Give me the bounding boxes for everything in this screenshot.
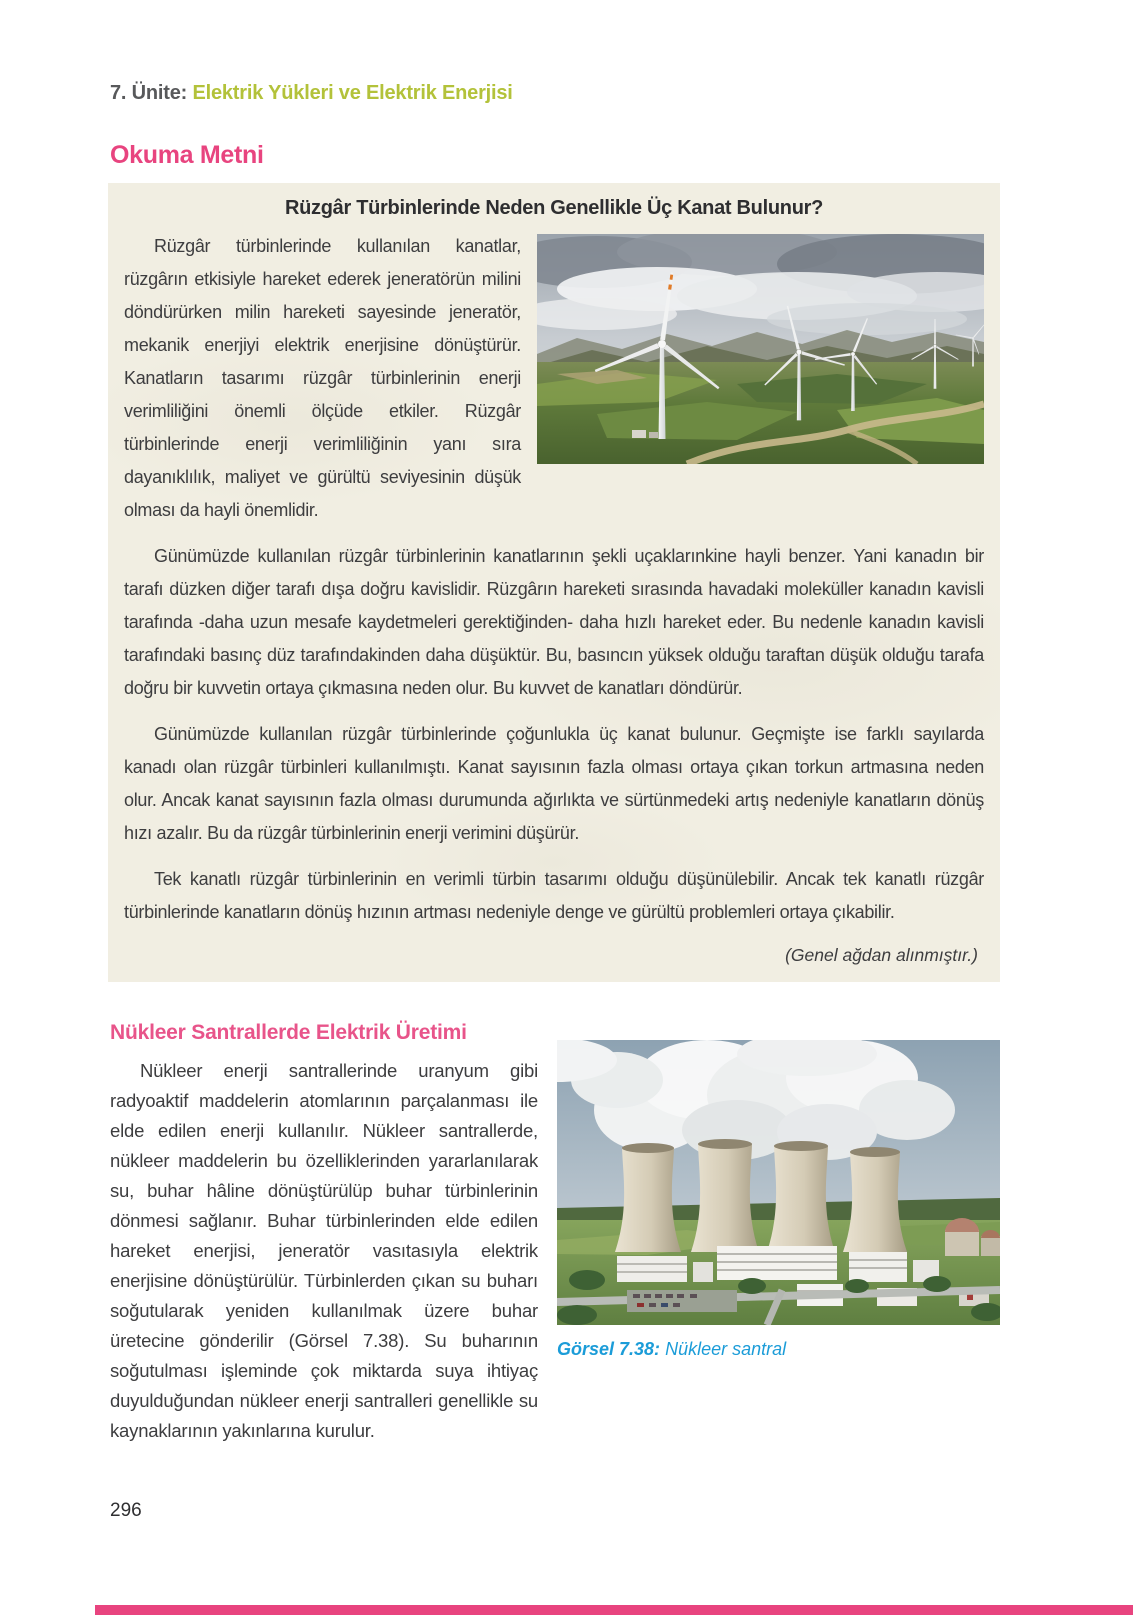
reading-paragraph-4: Tek kanatlı rüzgâr türbinlerinin en verimli türbin tasarımı olduğu düşünülebilir. Ancak tek kanatlı rüzgâr türbinlerinde kanatların dönüş hızının artması nedeniyle denge ve gürültü problemleri ortaya çıkabilir. bbox=[124, 869, 984, 922]
figure-caption bbox=[557, 1339, 1000, 1360]
source-attribution: (Genel ağdan alınmıştır.) bbox=[785, 945, 978, 965]
reading-box-title: Rüzgâr Türbinlerinde Neden Genellikle Üç Kanat Bulunur? bbox=[284, 197, 824, 219]
reading-paragraph-2: Günümüzde kullanılan rüzgâr türbinlerinin kanatlarının şekli uçaklarınkine hayli benzer. Yani kanadın bir tarafı düzken diğer tarafı dışa doğru kavislidir. Rüzgârın hareketi sırasında havadaki moleküller kanadın kavisli tarafında -daha uzun mesafe kaydetmeleri gerektiğinden- daha hızlı hareket eder. Bu nedenle kanadın kavisli tarafındaki basınç düz tarafındakinden daha düşüktür. Bu, basıncın yüksek olduğu taraftan düşük olduğu tarafa doğru bir kuvvetin ortaya çıkmasına neden olur. Bu kuvvet de kanatları döndürür. bbox=[124, 546, 984, 698]
nuclear-plant-illustration bbox=[557, 1040, 1000, 1325]
reading-box bbox=[108, 183, 1000, 982]
reading-section-title: Okuma Metni bbox=[110, 141, 264, 169]
figure-caption-text: Nükleer santral bbox=[660, 1339, 787, 1359]
wind-turbines-photo bbox=[537, 234, 984, 464]
nuclear-paragraph: Nükleer enerji santrallerinde uranyum gibi radyoaktif maddelerin atomlarının parçalanması ile elde edilen enerji kullanılır. Nükleer santrallerde, nükleer maddelerin bu özelliklerinden yararlanılarak su, buhar hâline dönüştürülüp buhar türbinlerinin dönmesi sağlanır. Buhar türbinlerinden elde edilen hareket enerjisi, jeneratör vasıtasıyla elektrik enerjisine dönüştürülür. Türbinlerden çıkan su buharı soğutularak yeniden kullanılmak üzere buhar üretecine gönderilir (Görsel 7.38). Su buharının soğutulması işleminde çok miktarda suya ihtiyaç duyulduğundan nükleer enerji santralleri genellikle su kaynaklarının yakınlarına kurulur. bbox=[110, 1060, 538, 1441]
reading-paragraph-3: Günümüzde kullanılan rüzgâr türbinlerinde çoğunlukla üç kanat bulunur. Geçmişte ise farklı sayılarda kanadı olan rüzgâr türbinleri kullanılmıştı. Kanat sayısının fazla olması ortaya çıkan torkun artmasına neden olur. Ancak kanat sayısının fazla olması durumunda ağırlıkta ve sürtünmedeki artış nedeniyle kanatların dönüş hızı azalır. Bu da rüzgâr türbinlerinin enerji verimini düşürür. bbox=[124, 724, 984, 843]
page-number: 296 bbox=[110, 1500, 142, 1521]
nuclear-section-heading: Nükleer Santrallerde Elektrik Üretimi bbox=[110, 1021, 467, 1044]
unit-number-label: 7. Ünite: bbox=[110, 82, 188, 104]
wind-turbines-illustration bbox=[537, 234, 984, 464]
unit-title: Elektrik Yükleri ve Elektrik Enerjisi bbox=[192, 82, 513, 104]
reading-paragraph-1: Rüzgâr türbinlerinde kullanılan kanatlar, rüzgârın etkisiyle hareket ederek jeneratörün milini döndürürken milin hareketi sayesinde jeneratör, mekanik enerjiyi elektrik enerjisine dönüştürür. Kanatların tasarımı rüzgâr türbinlerinin enerji verimliliğini önemli ölçüde etkiler. Rüzgâr türbinlerinde enerji verimliliğinin yanı sıra dayanıklılık, maliyet ve gürültü seviyesinin düşük olması da hayli önemlidir. bbox=[124, 236, 521, 520]
figure-caption-label: Görsel 7.38: bbox=[557, 1339, 661, 1359]
unit-header bbox=[110, 82, 513, 105]
nuclear-plant-figure bbox=[557, 1040, 1000, 1360]
footer-accent-bar bbox=[95, 1605, 1133, 1615]
